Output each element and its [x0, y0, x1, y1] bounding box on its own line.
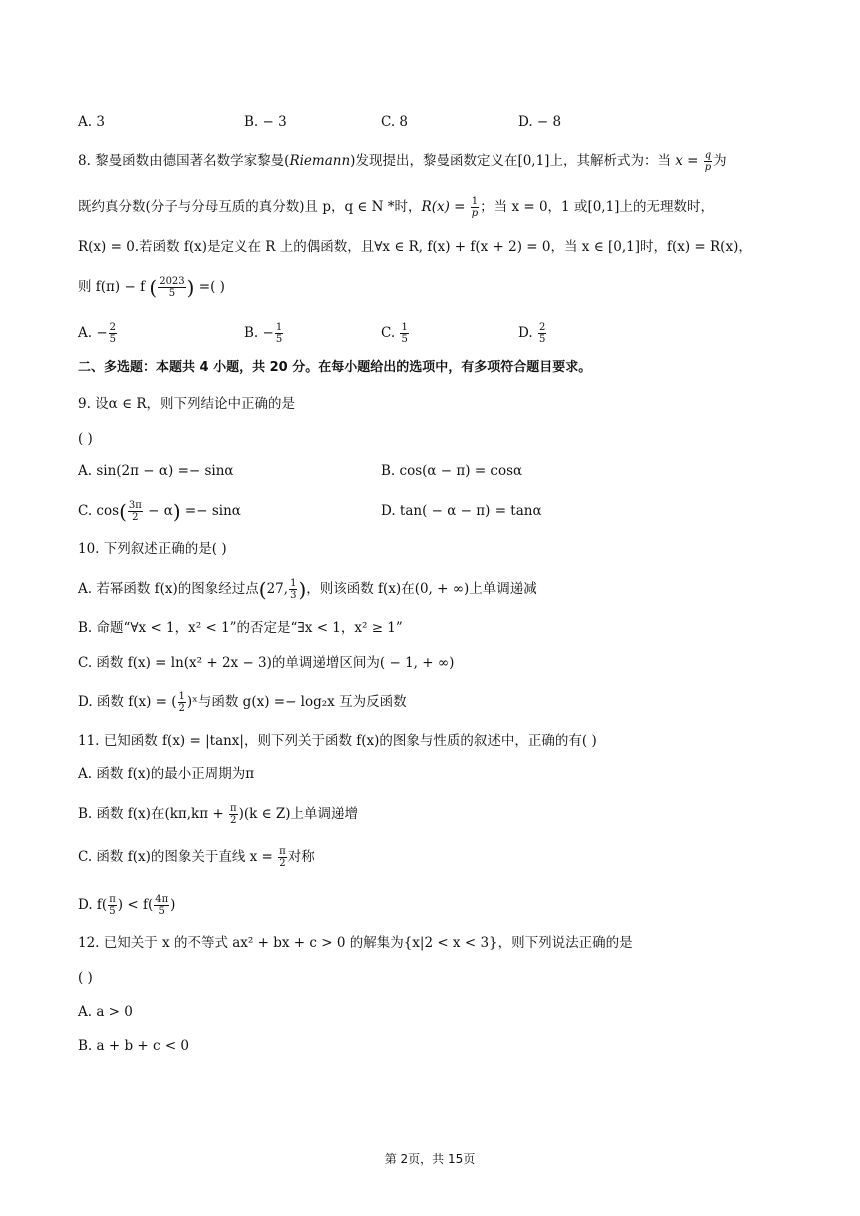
numerator: 1 — [401, 322, 408, 333]
fraction — [400, 322, 408, 345]
q9-stem: 9. 设α ∈ R，则下列结论中正确的是 — [78, 396, 296, 412]
q12-option-a: A. a > 0 — [78, 1004, 133, 1020]
fraction — [154, 894, 169, 917]
option-text: D. 函数 f(x) = ( — [78, 694, 177, 710]
fraction — [704, 150, 712, 173]
q7-option-a: A. 3 — [78, 114, 105, 130]
q8-option-b — [244, 322, 284, 345]
denominator: 3 — [290, 590, 297, 601]
q9-option-a: A. sin(2π − α) =− sinα — [78, 463, 234, 479]
option-text: − α — [143, 503, 173, 519]
q7-option-c: C. 8 — [381, 114, 409, 130]
denominator: 5 — [109, 334, 117, 345]
fraction — [275, 322, 283, 345]
option-text: ) — [170, 897, 176, 913]
denominator: 2 — [178, 703, 185, 714]
q10-option-a — [78, 578, 537, 601]
q10-option-c: C. 函数 f(x) = ln(x² + 2x − 3)的单调递增区间为( − 1, + ∞) — [78, 655, 455, 671]
paren-open: ( — [119, 499, 127, 524]
option-text: =− sinα — [180, 503, 241, 519]
option-text: )ˣ与函数 g(x) =− log₂x 互为反函数 — [186, 694, 407, 710]
q7-option-d: D. − 8 — [518, 114, 562, 130]
denominator: 5 — [401, 334, 408, 345]
q8-line-4 — [78, 276, 225, 299]
fraction — [289, 578, 297, 601]
numerator: π — [279, 846, 286, 857]
numerator: q — [704, 150, 712, 161]
q8-math: R(x) = — [421, 199, 470, 215]
q11-option-c — [78, 846, 315, 869]
numerator: π — [230, 803, 237, 814]
q9-option-d: D. tan( − α − π) = tanα — [381, 503, 542, 519]
q8-option-d — [518, 322, 547, 345]
q8-text: 既约真分数(分子与分母互质的真分数)且 p，q ∈ N *时， — [78, 199, 422, 215]
fraction — [158, 276, 185, 299]
paren-close: ) — [186, 275, 195, 300]
paren-open: ( — [258, 577, 267, 602]
q8-text: 为 — [713, 153, 727, 169]
numerator: 1 — [290, 578, 297, 589]
numerator: 1 — [471, 196, 479, 207]
denominator: 2 — [279, 858, 286, 869]
paren-close: ) — [298, 577, 307, 602]
fraction — [471, 196, 479, 219]
option-text: 27, — [266, 581, 289, 597]
option-text: ，则该函数 f(x)在(0, + ∞)上单调递减 — [306, 581, 537, 597]
fraction — [128, 500, 143, 523]
q8-line-2 — [78, 196, 714, 219]
q12-paren: ( ) — [78, 970, 93, 986]
numerator: 2023 — [159, 276, 185, 287]
section-heading: 二、多选题：本题共 4 小题，共 20 分。在每小题给出的选项中，有多项符合题目要求。 — [78, 360, 592, 375]
numerator: 1 — [275, 322, 283, 333]
option-label: B. − — [244, 325, 274, 341]
q10-stem: 10. 下列叙述正确的是( ) — [78, 541, 227, 557]
q11-option-b — [78, 803, 358, 826]
q9-paren: ( ) — [78, 431, 93, 447]
fraction — [278, 846, 287, 869]
q11-option-a: A. 函数 f(x)的最小正周期为π — [78, 766, 255, 782]
option-text: C. cos — [78, 503, 120, 519]
option-label: C. — [381, 325, 400, 341]
option-label: A. − — [78, 325, 108, 341]
q8-line-3: R(x) = 0.若函数 f(x)是定义在 R 上的偶函数，且∀x ∈ R, f(x) + f(x + 2) = 0，当 x ∈ [0,1]时，f(x) = R(x)， — [78, 239, 752, 255]
q8-text: )发现提出，黎曼函数定义在[0,1]上，其解析式为：当 — [350, 153, 676, 169]
page-footer: 第 2页，共 15页 — [384, 1152, 476, 1166]
fraction — [109, 322, 117, 345]
denominator: 5 — [275, 334, 283, 345]
denominator: 5 — [538, 334, 546, 345]
numerator: 3π — [128, 500, 142, 511]
fraction — [178, 691, 186, 714]
option-text: C. 函数 f(x)的图象关于直线 x = — [78, 849, 278, 865]
numerator: 2 — [109, 322, 117, 333]
q9-option-b: B. cos(α − π) = cosα — [381, 463, 523, 479]
option-text: )(k ∈ Z)上单调递增 — [238, 806, 359, 822]
denominator: 2 — [230, 815, 237, 826]
q8-text: =( ) — [194, 279, 225, 295]
q8-text: Riemann — [289, 153, 351, 169]
q8-text: ；当 x = 0，1 或[0,1]上的无理数时， — [480, 199, 714, 215]
denominator: p — [471, 208, 479, 219]
q10-option-d — [78, 691, 407, 714]
fraction — [229, 803, 238, 826]
denominator: 5 — [158, 906, 165, 917]
denominator: 5 — [109, 906, 116, 917]
numerator: 4π — [155, 894, 169, 905]
q8-text: 则 f(π) − f — [78, 279, 150, 295]
fraction — [538, 322, 546, 345]
denominator: p — [704, 162, 712, 173]
q10-option-b: B. 命题“∀x < 1，x² < 1”的否定是“∃x < 1，x² ≥ 1” — [78, 620, 403, 636]
denominator: 2 — [132, 512, 139, 523]
q8-line-1 — [78, 150, 727, 173]
q12-stem: 12. 已知关于 x 的不等式 ax² + bx + c > 0 的解集为{x|2 < x < 3}，则下列说法正确的是 — [78, 935, 633, 951]
numerator: π — [109, 894, 116, 905]
q7-option-b: B. − 3 — [244, 114, 287, 130]
paren-open: ( — [149, 275, 158, 300]
option-text: D. f( — [78, 897, 108, 913]
numerator: 1 — [178, 691, 185, 702]
denominator: 5 — [168, 288, 176, 299]
numerator: 2 — [538, 322, 546, 333]
paren-close: ) — [172, 499, 181, 524]
q11-option-d — [78, 894, 175, 917]
q12-option-b: B. a + b + c < 0 — [78, 1038, 190, 1054]
option-text: ) < f( — [117, 897, 154, 913]
option-label: D. — [518, 325, 537, 341]
q9-option-c — [78, 500, 241, 523]
q8-option-c — [381, 322, 410, 345]
option-text: 对称 — [287, 849, 315, 865]
q8-math: x = — [675, 153, 703, 169]
q11-stem: 11. 已知函数 f(x) = |tanx|，则下列关于函数 f(x)的图象与性质的叙述中，正确的有( ) — [78, 733, 597, 749]
option-text: B. 函数 f(x)在(kπ,kπ + — [78, 806, 228, 822]
option-text: A. 若幂函数 f(x)的图象经过点 — [78, 581, 259, 597]
q8-option-a — [78, 322, 118, 345]
q8-text: 8. 黎曼函数由德国著名数学家黎曼( — [78, 153, 290, 169]
fraction — [108, 894, 117, 917]
